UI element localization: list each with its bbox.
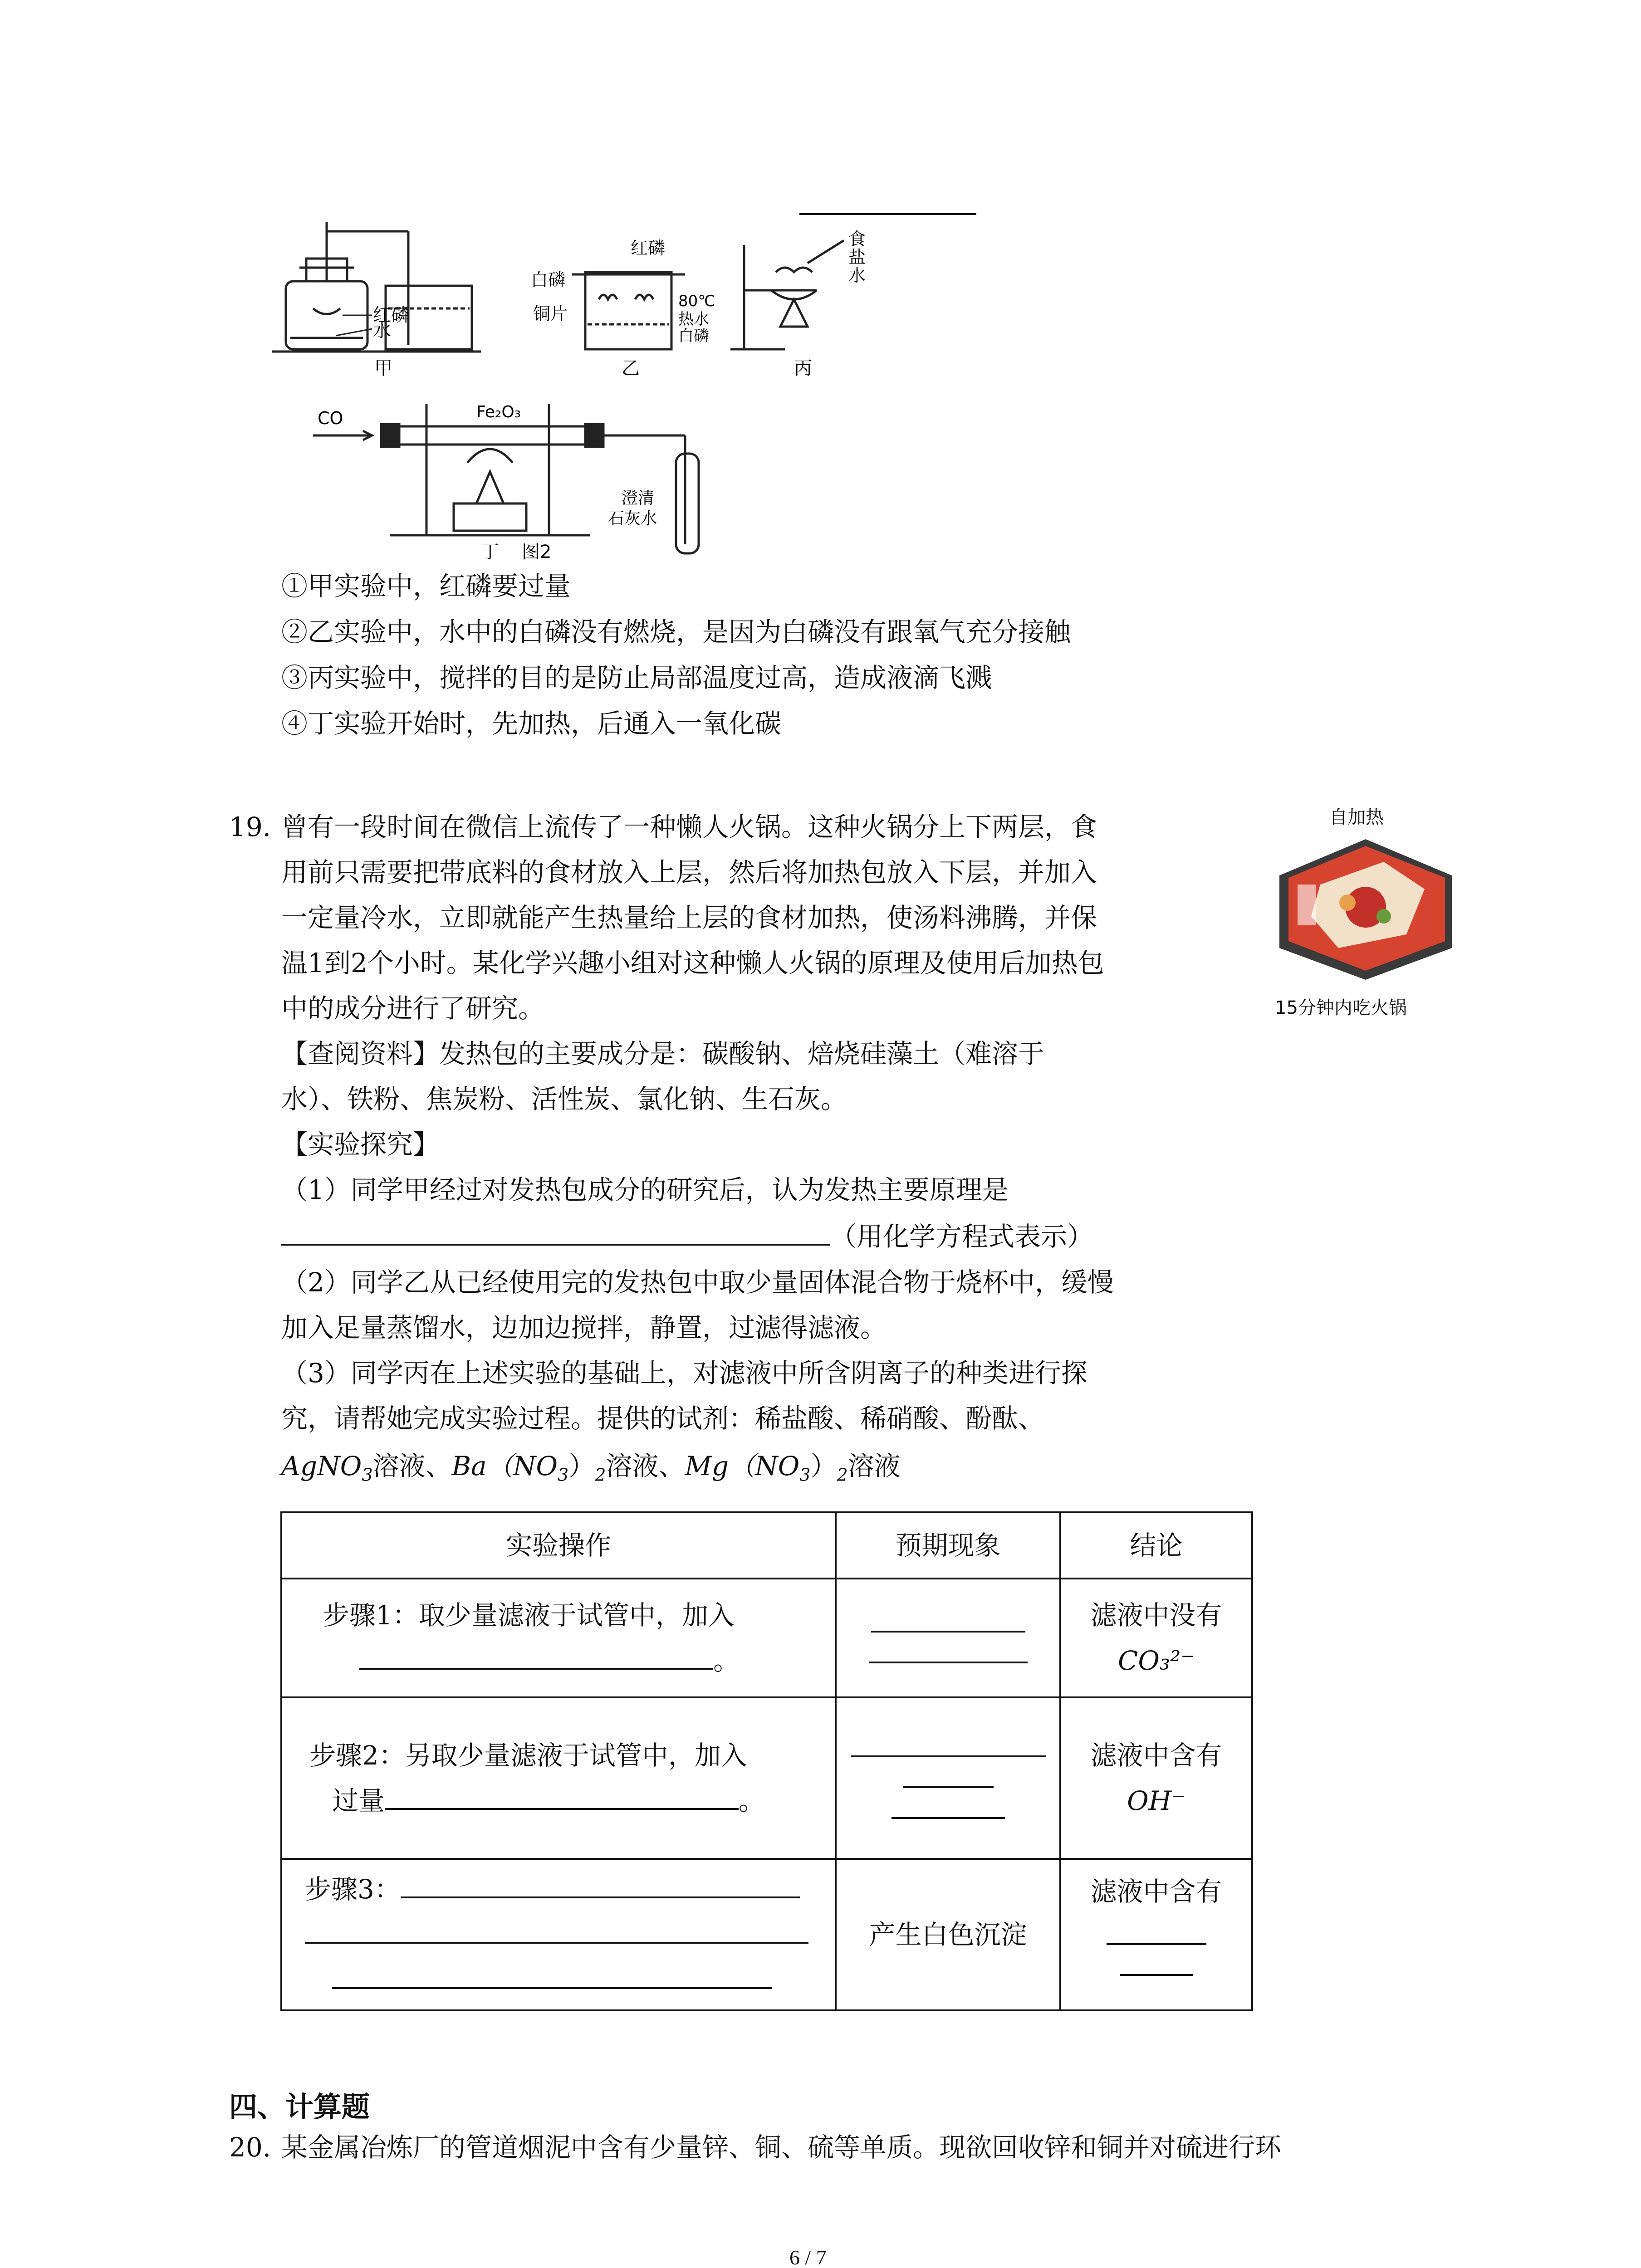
q19-line-7: 水）、铁粉、焦炭粉、活性炭、氯化钠、生石灰。 <box>281 1084 847 1114</box>
answer-blank-top <box>799 213 976 215</box>
step3-result: 产生白色沉淀 <box>836 1859 1060 2010</box>
svg-text:白磷: 白磷 <box>678 327 709 345</box>
table-row: 步骤3： 产生白色沉淀 滤液中含有 <box>281 1859 1252 2010</box>
q18-option-2: ②乙实验中，水中的白磷没有燃烧，是因为白磷没有跟氧气充分接触 <box>281 616 1071 647</box>
step3-conclusion-blank-2[interactable] <box>1120 1956 1193 1976</box>
svg-text:CO: CO <box>318 408 343 428</box>
hotpot-box-image <box>1270 835 1461 984</box>
caption-jia: 甲 <box>374 358 392 379</box>
header-operation: 实验操作 <box>281 1512 836 1579</box>
header-phenomenon: 预期现象 <box>836 1512 1060 1579</box>
section-title: 四、计算题 <box>229 2090 370 2123</box>
q18-option-3: ③丙实验中，搅拌的目的是防止局部温度过高，造成液滴飞溅 <box>281 662 992 693</box>
oh-ion: OH⁻ <box>1127 1785 1185 1816</box>
svg-text:热水: 热水 <box>678 310 709 328</box>
photo-top-label: 自加热 <box>1329 807 1384 828</box>
step2-result-blank-3[interactable] <box>892 1799 1005 1819</box>
q19-line-2: 用前只需要把带底料的食材放入上层，然后将加热包放入下层，并加入 <box>281 857 1097 888</box>
q20-text: 某金属冶炼厂的管道烟泥中含有少量锌、铜、硫等单质。现欲回收锌和铜并对硫进行环 <box>281 2132 1282 2163</box>
equation-blank[interactable] <box>281 1218 830 1246</box>
photo-bottom-label: 15分钟内吃火锅 <box>1275 997 1407 1018</box>
q19-part2-b: 加入足量蒸馏水，边加边搅拌，静置，过滤得滤液。 <box>281 1312 887 1343</box>
figure-label: 图2 <box>522 542 552 562</box>
step1-text: 步骤1：取少量滤液于试管中，加入 <box>323 1600 735 1631</box>
q19-line-5: 中的成分进行了研究。 <box>281 993 545 1024</box>
label-hongLin: 红磷 <box>373 305 409 326</box>
q20-number: 20. <box>229 2132 271 2163</box>
step3-blank-1[interactable] <box>401 1878 800 1898</box>
label-shui: 水 <box>373 320 391 341</box>
step3-blank-3[interactable] <box>332 1969 772 1989</box>
q18-option-4: ④丁实验开始时，先加热，后通入一氧化碳 <box>281 708 782 739</box>
svg-text:澄清: 澄清 <box>622 489 655 508</box>
svg-text:食: 食 <box>848 229 866 249</box>
q19-number: 19. <box>229 811 271 842</box>
q19-part2-a: （2）同学乙从已经使用完的发热包中取少量固体混合物于烧杯中，缓慢 <box>281 1267 1114 1298</box>
q18-option-1: ①甲实验中，红磷要过量 <box>281 571 571 601</box>
q19-part3-b: 究，请帮她完成实验过程。提供的试剂：稀盐酸、稀硝酸、酚酞、 <box>281 1403 1045 1434</box>
svg-text:石灰水: 石灰水 <box>608 509 657 528</box>
step1-blank[interactable] <box>359 1650 713 1670</box>
step2-text: 步骤2：另取少量滤液于试管中，加入 <box>309 1740 747 1771</box>
q19-equation-line: （用化学方程式表示） <box>281 1218 1093 1253</box>
step3-blank-2[interactable] <box>305 1924 808 1944</box>
page-number: 6 / 7 <box>789 2246 827 2268</box>
step2-blank[interactable] <box>385 1790 739 1810</box>
q19-line-9: （1）同学甲经过对发热包成分的研究后，认为发热主要原理是 <box>281 1174 1009 1205</box>
product-photo <box>1270 803 1461 1030</box>
step2-result-blank-1[interactable] <box>851 1737 1046 1757</box>
q19-line-6: 【查阅资料】发热包的主要成分是：碳酸钠、焙烧硅藻土（难溶于 <box>281 1038 1045 1069</box>
q19-line-1: 曾有一段时间在微信上流传了一种懒人火锅。这种火锅分上下两层，食 <box>281 811 1097 842</box>
experiment-table <box>280 1511 1253 2011</box>
svg-text:白磷: 白磷 <box>531 270 566 290</box>
svg-text:红磷: 红磷 <box>631 238 666 258</box>
svg-text:铜片: 铜片 <box>533 304 568 324</box>
table-row: 步骤1：取少量滤液于试管中，加入 。 滤液中没有 CO₃²⁻ <box>281 1579 1252 1697</box>
q19-line-8: 【实验探究】 <box>281 1129 440 1160</box>
caption-bing: 丙 <box>794 358 812 379</box>
header-conclusion: 结论 <box>1060 1512 1252 1579</box>
figure-apparatus-ding <box>309 399 762 562</box>
q19-reagents: AgNO$_3$溶液、$Ba(NO_3)_2$溶液、$Mg(NO_3)_2$溶液 <box>281 1451 901 1485</box>
q19-line-3: 一定量冷水，立即就能产生热量给上层的食材加热，使汤料沸腾，并保 <box>281 902 1097 933</box>
step3-text: 步骤3： <box>305 1874 401 1905</box>
svg-text:水: 水 <box>848 265 866 285</box>
caption-yi: 乙 <box>622 358 640 379</box>
step3-conclusion-blank-1[interactable] <box>1107 1925 1206 1945</box>
q19-part3-a: （3）同学丙在上述实验的基础上，对滤液中所含阴离子的种类进行探 <box>281 1358 1087 1388</box>
table-header-row <box>281 1512 1252 1579</box>
svg-text:盐: 盐 <box>848 247 866 267</box>
figure-apparatus-row1 <box>272 218 907 390</box>
step1-result-blank-2[interactable] <box>869 1643 1028 1663</box>
svg-text:80℃: 80℃ <box>678 292 715 310</box>
step2-result-blank-2[interactable] <box>903 1768 994 1788</box>
caption-ding: 丁 <box>481 542 499 562</box>
svg-text:Fe₂O₃: Fe₂O₃ <box>476 403 521 421</box>
step1-result-blank-1[interactable] <box>871 1613 1025 1633</box>
table-row: 步骤2：另取少量滤液于试管中，加入 过量 。 滤液中含有 OH⁻ <box>281 1697 1252 1859</box>
q19-line-4: 温1到2个小时。某化学兴趣小组对这种懒人火锅的原理及使用后加热包 <box>281 948 1104 978</box>
co3-ion: CO₃²⁻ <box>1117 1645 1195 1676</box>
apparatus-bing <box>730 240 844 349</box>
apparatus-yi <box>572 272 685 349</box>
